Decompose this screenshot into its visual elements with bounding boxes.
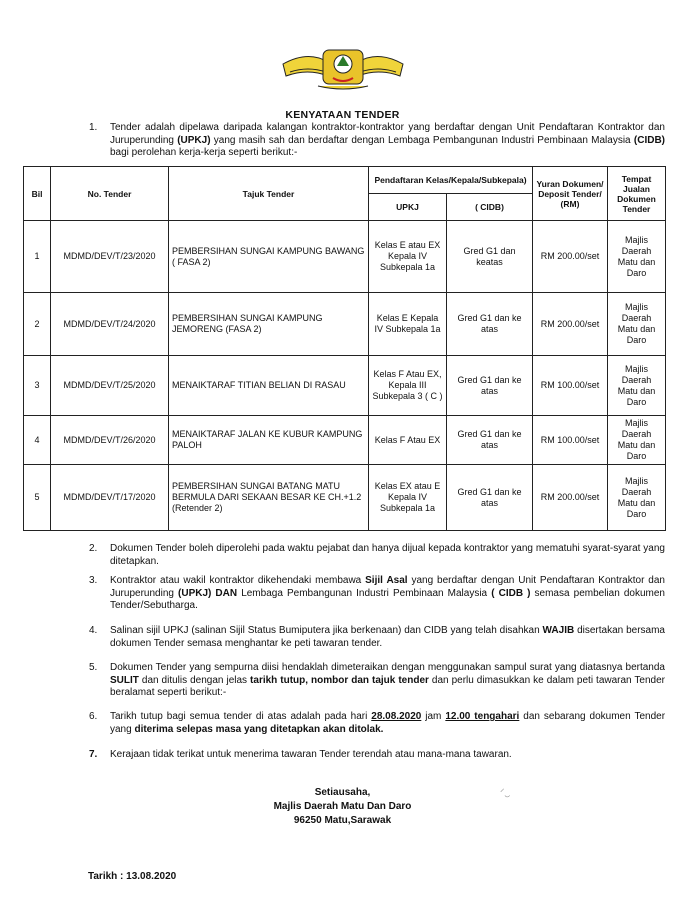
item-3-number: 3. (89, 575, 98, 586)
cell-bil: 3 (24, 356, 51, 416)
cell-cidb: Gred G1 dan ke atas (447, 356, 533, 416)
cell-bil: 4 (24, 416, 51, 465)
cell-tajuk: MENAIKTARAF TITIAN BELIAN DI RASAU (169, 356, 369, 416)
header-no-tender: No. Tender (51, 167, 169, 221)
item-4-text: Salinan sijil UPKJ (salinan Sijil Status Bumiputera jika berkenaan) dan CIDB yang telah disahkan WAJIB disertakan bersama dokumen Tender semasa menghantar ke peti tawaran tender. (110, 625, 665, 649)
header-cidb: ( CIDB) (447, 194, 533, 221)
item-7-number: 7. (89, 749, 98, 760)
header-tajuk: Tajuk Tender (169, 167, 369, 221)
cell-tajuk: PEMBERSIHAN SUNGAI KAMPUNG BAWANG ( FASA 2) (169, 221, 369, 293)
cell-no-tender: MDMD/DEV/T/24/2020 (51, 293, 169, 356)
table-row (24, 221, 666, 293)
handwritten-mark: ⸍‿ (500, 787, 510, 797)
cell-upkj: Kelas E Kepala IV Subkepala 1a (369, 293, 447, 356)
cell-no-tender: MDMD/DEV/T/17/2020 (51, 465, 169, 531)
cell-yuran: RM 200.00/set (533, 221, 608, 293)
item-1-text: Tender adalah dipelawa daripada kalangan kontraktor-kontraktor yang berdaftar dengan Unit Pendaftaran Kontraktor dan Juruperunding (UPKJ) yang masih sah dan berdaftar dengan Lembaga Pembangunan Industri Pembinaan Malaysia (CIDB) bagi perolehan kerja-kerja seperti berikut:- (110, 122, 665, 158)
cell-tempat: Majlis Daerah Matu dan Daro (608, 356, 666, 416)
cell-upkj: Kelas EX atau E Kepala IV Subkepala 1a (369, 465, 447, 531)
table-row (24, 356, 666, 416)
item-1-number: 1. (89, 122, 98, 133)
cell-bil: 5 (24, 465, 51, 531)
document-date: Tarikh : 13.08.2020 (88, 871, 177, 882)
cell-tajuk: PEMBERSIHAN SUNGAI KAMPUNG JEMORENG (FASA 2) (169, 293, 369, 356)
cell-tajuk: PEMBERSIHAN SUNGAI BATANG MATU BERMULA DARI SEKAAN BESAR KE CH.+1.2 (Retender 2) (169, 465, 369, 531)
signature-organisation: Majlis Daerah Matu Dan Daro (273, 801, 412, 812)
cell-no-tender: MDMD/DEV/T/26/2020 (51, 416, 169, 465)
cell-cidb: Gred G1 dan ke atas (447, 465, 533, 531)
item-4-number: 4. (89, 625, 98, 636)
cell-cidb: Gred G1 dan ke atas (447, 416, 533, 465)
cell-tempat: Majlis Daerah Matu dan Daro (608, 416, 666, 465)
header-bil: Bil (24, 167, 51, 221)
cell-bil: 1 (24, 221, 51, 293)
cell-no-tender: MDMD/DEV/T/25/2020 (51, 356, 169, 416)
item-6-number: 6. (89, 711, 98, 722)
header-pendaftaran: Pendaftaran Kelas/Kepala/Subkepala) (369, 167, 533, 194)
header-upkj: UPKJ (369, 194, 447, 221)
signature-title: Setiausaha, (314, 787, 371, 798)
table-row (24, 416, 666, 465)
cell-no-tender: MDMD/DEV/T/23/2020 (51, 221, 169, 293)
header-yuran: Yuran Dokumen/ Deposit Tender/ (RM) (533, 167, 608, 221)
cell-bil: 2 (24, 293, 51, 356)
cell-tajuk: MENAIKTARAF JALAN KE KUBUR KAMPUNG PALOH (169, 416, 369, 465)
item-6-text: Tarikh tutup bagi semua tender di atas adalah pada hari 28.08.2020 jam 12.00 tengahari dan sebarang dokumen Tender yang diterima selepas masa yang ditetapkan akan ditolak. (110, 711, 666, 735)
cell-yuran: RM 100.00/set (533, 416, 608, 465)
cell-upkj: Kelas E atau EX Kepala IV Subkepala 1a (369, 221, 447, 293)
item-5-number: 5. (89, 662, 98, 673)
cell-cidb: Gred G1 dan keatas (447, 221, 533, 293)
item-2-number: 2. (89, 543, 98, 554)
cell-tempat: Majlis Daerah Matu dan Daro (608, 221, 666, 293)
page-title: KENYATAAN TENDER (285, 109, 400, 121)
cell-tempat: Majlis Daerah Matu dan Daro (608, 465, 666, 531)
item-3-text: Kontraktor atau wakil kontraktor dikehendaki membawa Sijil Asal yang berdaftar dengan Unit Pendaftaran Kontraktor dan Juruperunding (UPKJ) DAN Lembaga Pembangunan Industri Pembinaan Malaysia ( CIDB ) semasa pembelian dokumen Tender/Sebutharga. (110, 575, 665, 611)
table-row (24, 293, 666, 356)
cell-yuran: RM 200.00/set (533, 293, 608, 356)
cell-tempat: Majlis Daerah Matu dan Daro (608, 293, 666, 356)
item-7-text: Kerajaan tidak terikat untuk menerima tawaran Tender terendah atau mana-mana tawaran. (110, 749, 512, 760)
signature-address: 96250 Matu,Sarawak (293, 815, 392, 826)
cell-upkj: Kelas F Atau EX (369, 416, 447, 465)
item-2-text: Dokumen Tender boleh diperolehi pada waktu pejabat dan hanya dijual kepada kontraktor yang mematuhi syarat-syarat yang ditetapkan. (110, 543, 665, 567)
cell-cidb: Gred G1 dan ke atas (447, 293, 533, 356)
council-crest-icon (278, 42, 408, 92)
tender-table (23, 166, 666, 531)
cell-upkj: Kelas F Atau EX, Kepala III Subkepala 3 ( C ) (369, 356, 447, 416)
table-row (24, 465, 666, 531)
header-tempat: Tempat Jualan Dokumen Tender (608, 167, 666, 221)
cell-yuran: RM 200.00/set (533, 465, 608, 531)
item-5-text: Dokumen Tender yang sempurna diisi hendaklah dimeteraikan dengan menggunakan sampul surat yang diatasnya bertanda SULIT dan ditulis dengan jelas tarikh tutup, nombor dan tajuk tender dan perlu dimasukkan ke dalam peti tawaran Tender beralamat seperti berikut:- (110, 662, 666, 698)
cell-yuran: RM 100.00/set (533, 356, 608, 416)
